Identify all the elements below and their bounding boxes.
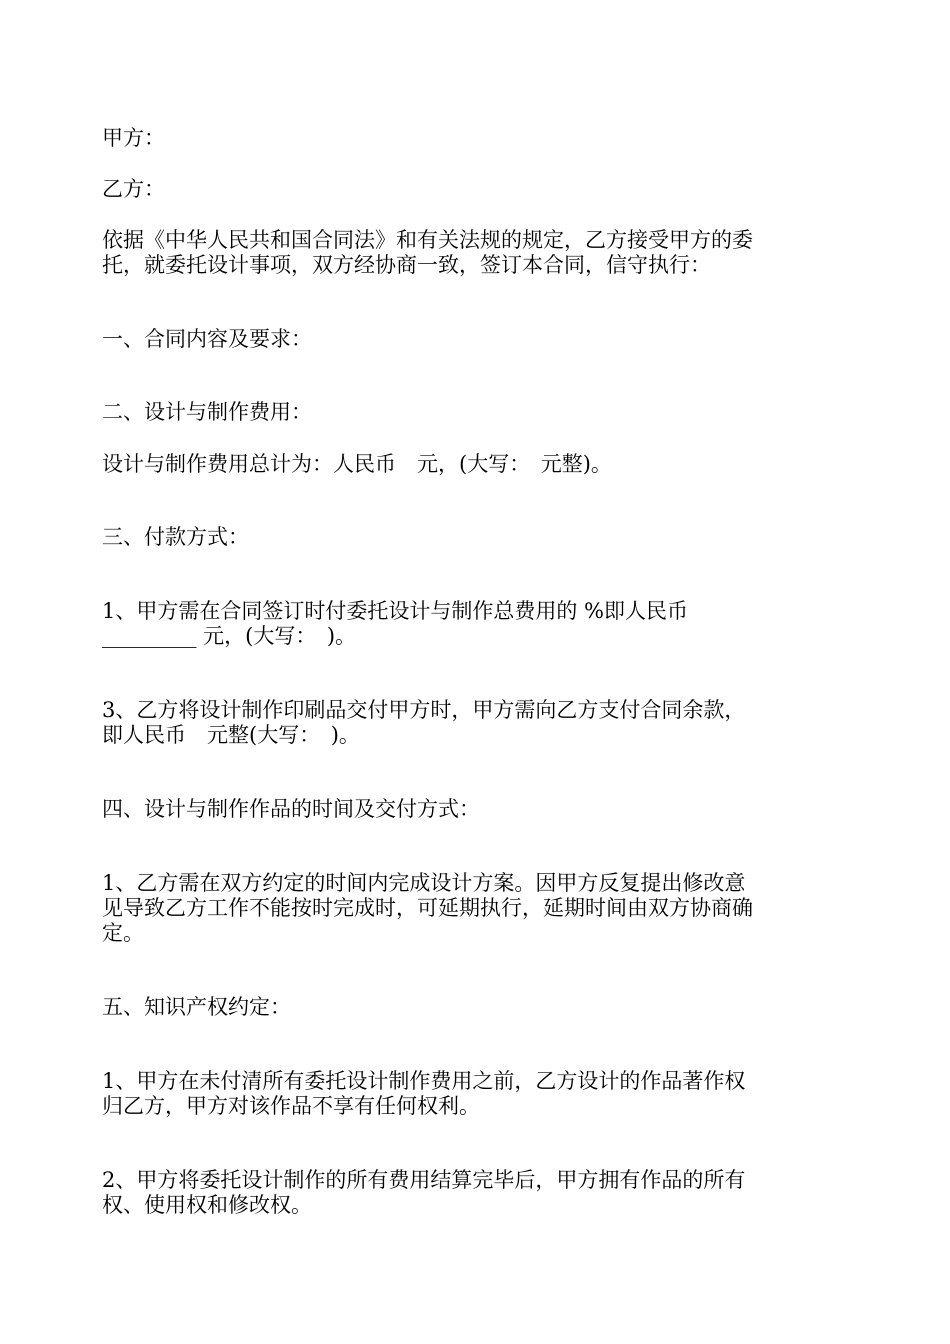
section-3-item-3-line-2: 即人民币 元整(大写： )。 [102,723,360,747]
preamble-line-2: 托，就委托设计事项，双方经协商一致，签订本合同，信守执行： [102,253,711,277]
section-4-item-1-line-3: 定。 [102,921,144,945]
section-5-item-1-line-1: 1、甲方在未付清所有委托设计制作费用之前，乙方设计的作品著作权 [102,1069,746,1093]
section-5-heading: 五、知识产权约定： [102,995,291,1019]
section-2-fee: 设计与制作费用总计为：人民币 元，(大写： 元整)。 [102,452,612,476]
section-4-item-1-line-1: 1、乙方需在双方约定的时间内完成设计方案。因甲方反复提出修改意 [102,871,746,895]
section-3-heading: 三、付款方式： [102,525,249,549]
party-a-label: 甲方： [102,126,165,150]
preamble-line-1: 依据《中华人民共和国合同法》和有关法规的规定，乙方接受甲方的委 [102,228,753,252]
section-1-heading: 一、合同内容及要求： [102,327,312,351]
section-2-heading: 二、设计与制作费用： [102,400,312,424]
section-3-item-3-line-1: 3、乙方将设计制作印刷品交付甲方时，甲方需向乙方支付合同余款， [102,698,746,722]
section-5-item-1-line-2: 归乙方，甲方对该作品不享有任何权利。 [102,1094,480,1118]
party-b-label: 乙方： [102,177,165,201]
section-3-item-1-line-2: _________ 元，(大写： )。 [102,624,357,648]
section-4-heading: 四、设计与制作作品的时间及交付方式： [102,797,480,821]
section-5-item-2-line-1: 2、甲方将委托设计制作的所有费用结算完毕后，甲方拥有作品的所有 [102,1168,746,1192]
section-5-item-2-line-2: 权、使用权和修改权。 [102,1193,312,1217]
section-3-item-1-line-1: 1、甲方需在合同签订时付委托设计与制作总费用的 %即人民币 [102,599,688,623]
section-4-item-1-line-2: 见导致乙方工作不能按时完成时，可延期执行，延期时间由双方协商确 [102,896,753,920]
